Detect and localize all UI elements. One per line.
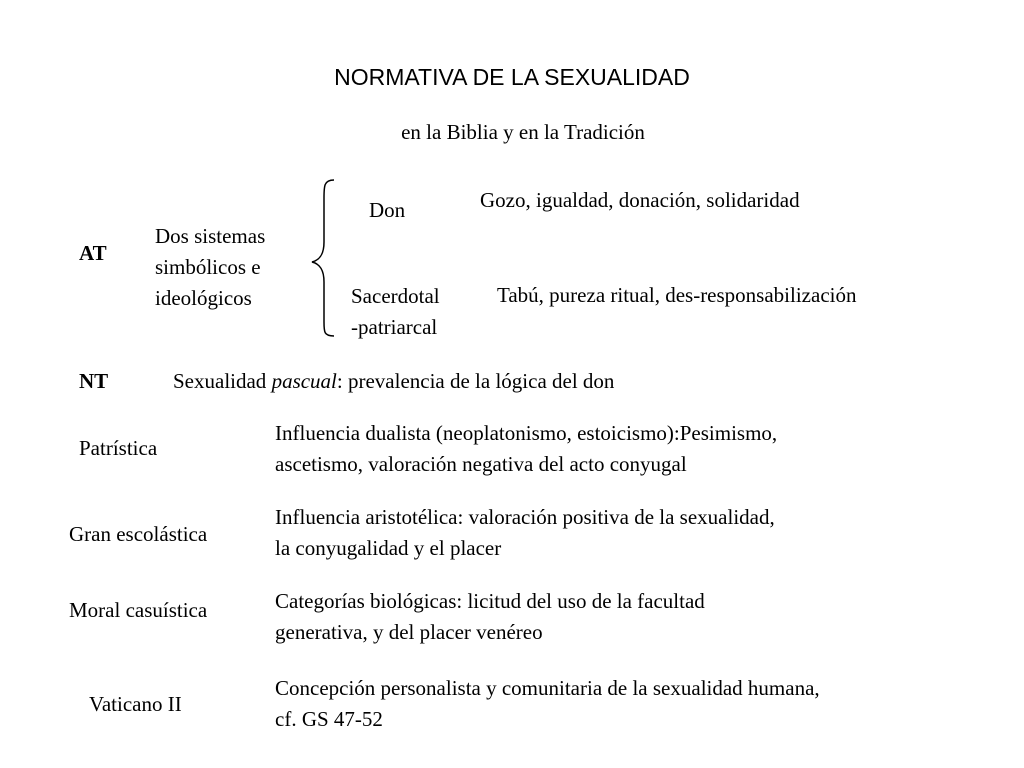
nt-text-italic: pascual [271, 369, 337, 393]
period-description-line: Influencia dualista (neoplatonismo, estoicismo):Pesimismo, [275, 421, 778, 445]
period-description-casuistica [275, 586, 705, 648]
period-description-line: cf. GS 47-52 [275, 707, 383, 731]
period-description-line: la conyugalidad y el placer [275, 536, 502, 560]
period-description-patristica [275, 418, 777, 480]
slide-subtitle: en la Biblia y en la Tradición [401, 120, 645, 144]
period-description-vaticano [275, 673, 820, 735]
at-systems-line: ideológicos [155, 286, 252, 310]
period-name-casuistica: Moral casuística [69, 598, 208, 622]
nt-text [173, 366, 614, 397]
period-description-escolastica [275, 502, 775, 564]
period-description-line: ascetismo, valoración negativa del acto conyugal [275, 452, 687, 476]
period-description-line: generativa, y del placer venéreo [275, 620, 543, 644]
period-description-line: Categorías biológicas: licitud del uso de la facultad [275, 589, 705, 613]
period-description-line: Influencia aristotélica: valoración positiva de la sexualidad, [275, 505, 775, 529]
nt-text-before: Sexualidad [173, 369, 272, 393]
nt-label: NT [79, 369, 109, 393]
branch-sacerdotal-name [351, 281, 440, 343]
at-systems-text [155, 221, 265, 314]
period-name-escolastica: Gran escolástica [69, 522, 208, 546]
branch-sacerdotal-line: Sacerdotal [351, 284, 440, 308]
at-label: AT [79, 241, 107, 265]
slide-title: NORMATIVA DE LA SEXUALIDAD [334, 64, 690, 90]
at-systems-line: simbólicos e [155, 255, 261, 279]
at-systems-line: Dos sistemas [155, 224, 266, 248]
branch-sacerdotal-description: Tabú, pureza ritual, des-responsabilización [497, 283, 857, 307]
period-name-patristica: Patrística [79, 436, 158, 460]
nt-text-after: : prevalencia de la lógica del don [336, 369, 615, 393]
branch-sacerdotal-line: -patriarcal [351, 315, 438, 339]
branch-don-name: Don [369, 198, 406, 222]
branch-don-description: Gozo, igualdad, donación, solidaridad [480, 188, 800, 212]
period-description-line: Concepción personalista y comunitaria de la sexualidad humana, [275, 676, 820, 700]
curly-brace [310, 178, 336, 338]
period-name-vaticano: Vaticano II [89, 692, 182, 716]
